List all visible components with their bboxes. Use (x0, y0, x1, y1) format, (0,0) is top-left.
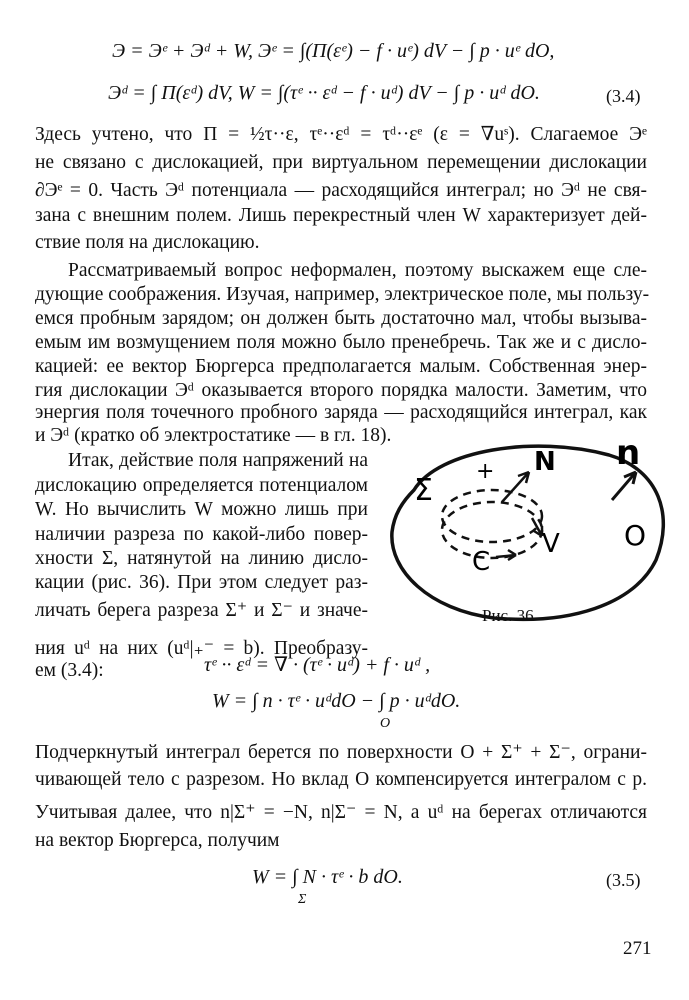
figure-caption: Рис. 36 (482, 606, 534, 625)
page-number: 271 (623, 938, 652, 959)
dislocation-loop (442, 490, 542, 542)
p3-line-2: дислокацию определяется потенциалом (35, 475, 368, 496)
equation-final-subscript: Σ (298, 892, 307, 907)
equation-number-3-5: (3.5) (606, 870, 641, 890)
p4-line-4: на вектор Бюргерса, получим (35, 830, 280, 851)
label-n: n (616, 433, 641, 473)
p3-line-8: ния uᵈ на них (uᵈ|₊⁻ = b). Преобразу- (35, 638, 368, 659)
p1-line-5: ствие поля на дислокацию. (35, 232, 260, 253)
p3-line-4: наличии разреза по какой-либо повер- (35, 524, 368, 545)
p3-line-6: кации (рис. 36). При этом следует раз- (35, 572, 368, 593)
p4-line-1: Подчеркнутый интеграл берется по поверхности O + Σ⁺ + Σ⁻, ограни- (35, 742, 647, 763)
p2-line-4: емым им возмущением поля можно было пренебречь. Так же и с дисло- (35, 332, 647, 353)
label-Sigma: Σ (414, 473, 433, 508)
p3-line-9: ем (3.4): (35, 660, 104, 681)
p4-line-2: чивающей тело с разрезом. Но вклад O компенсируется интегралом с p. (35, 769, 647, 790)
equation-number-3-4: (3.4) (606, 86, 641, 106)
label-C: C (472, 547, 491, 577)
p3-line-1: Итак, действие поля напряжений на (68, 450, 368, 471)
label-O: O (624, 519, 647, 552)
p2-line-1: Рассматриваемый вопрос неформален, поэтому выскажем еще сле- (68, 260, 647, 281)
p3-line-3: W. Но вычислить W можно лишь при (35, 499, 368, 520)
p2-line-6: гия дислокации Эᵈ оказывается второго порядка малости. Заметим, что (35, 380, 647, 401)
label-V: V (542, 529, 560, 559)
p3-line-7: личать берега разреза Σ⁺ и Σ⁻ и значе- (35, 600, 368, 621)
p2-line-5: кацией: ее вектор Бюргерса предполагается малым. Собственная энер- (35, 356, 647, 377)
p2-line-8: и Эᵈ (кратко об электростатике — в гл. 18). (35, 425, 392, 446)
p1-line-2: не связано с дислокацией, при виртуальном перемещении дислокации (35, 152, 647, 173)
label-N: N (534, 447, 556, 477)
equation-final: W = ∫ N · τᵉ · b dO. (252, 866, 403, 888)
equation-mid-2: W = ∫ n · τᵉ · uᵈdO − ∫ p · uᵈdO. (212, 690, 461, 712)
p1-line-3: ∂Эᵉ = 0. Часть Эᵈ потенциала — расходящийся интеграл; но Эᵈ не свя- (35, 180, 647, 201)
p2-line-7: энергия поля точечного пробного заряда — расходящийся интеграл, как (35, 402, 647, 423)
equation-line-2: Эᵈ = ∫ Π(εᵈ) dV, W = ∫(τᵉ ·· εᵈ − f · uᵈ) dV − ∫ p · uᵈ dO. (108, 82, 540, 104)
equation-line-1: Э = Эᵉ + Эᵈ + W, Эᵉ = ∫(Π(εᵉ) − f · uᵉ) dV − ∫ p · uᵉ dO, (112, 40, 555, 62)
p2-line-2: дующие соображения. Изучая, например, электрическое поле, мы пользу- (35, 284, 650, 305)
p2-line-3: емся пробным зарядом; он должен быть достаточно мал, чтобы вызыва- (35, 308, 647, 329)
p3-line-5: хности Σ, натянутой на линию дисло- (35, 548, 368, 569)
equation-mid-1: τᵉ ·· εᵈ = ∇ · (τᵉ · uᵈ) + f · uᵈ , (204, 654, 431, 676)
p1-line-4: зана с внешним полем. Лишь перекрестный член W характеризует дей- (35, 205, 647, 226)
figure-36-dislocation-sketch (384, 420, 684, 635)
label-plus: + (476, 459, 495, 484)
equation-mid-2-subscript: O (380, 716, 391, 731)
p1-line-1: Здесь учтено, что Π = ½τ··ε, τᵉ··εᵈ = τᵈ··εᵉ (ε = ∇uˢ). Слагаемое Эᵉ (35, 124, 647, 145)
cut-surface-edge (442, 502, 542, 558)
p4-line-3: Учитывая далее, что n|Σ⁺ = −N, n|Σ⁻ = N, а uᵈ на берегах отличаются (35, 802, 647, 823)
